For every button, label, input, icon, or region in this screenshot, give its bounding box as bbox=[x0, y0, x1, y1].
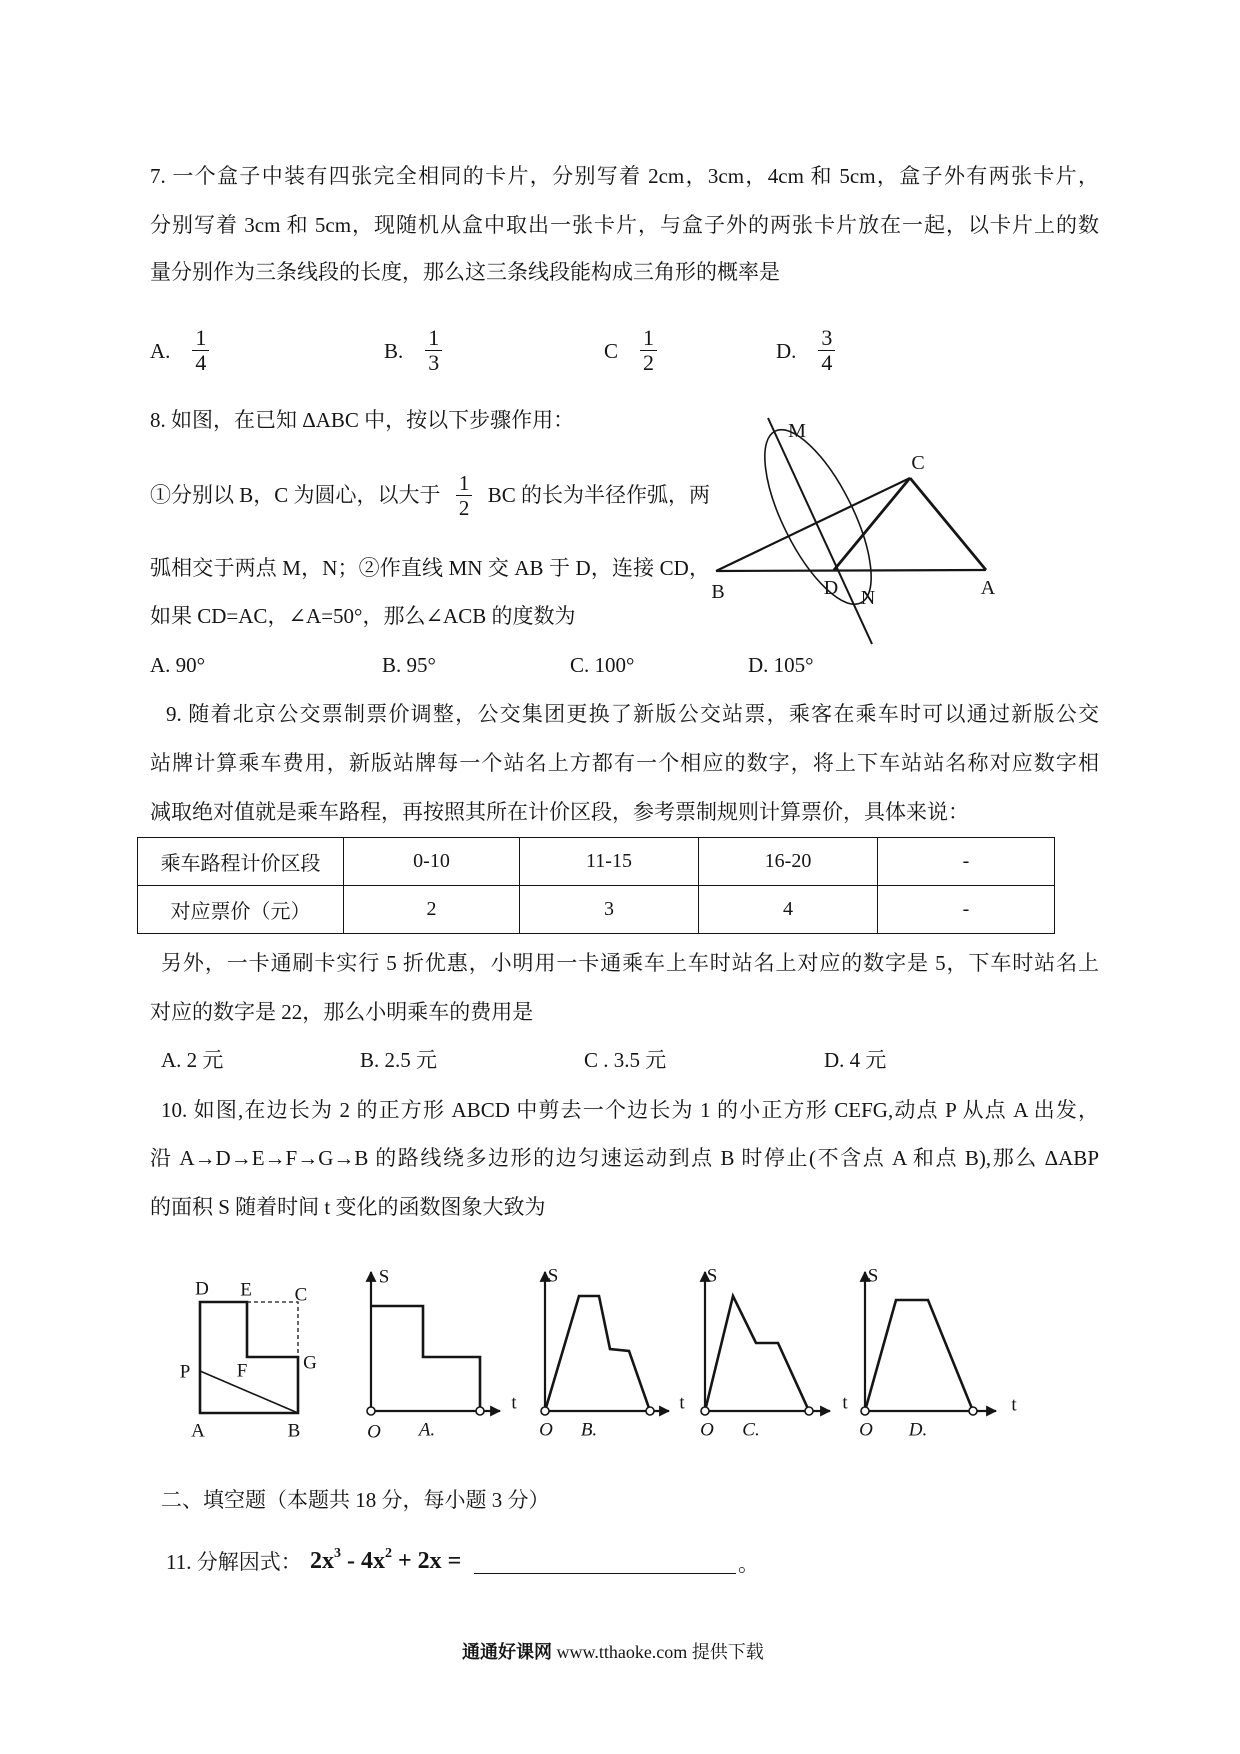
q11-label: 11. 分解因式： bbox=[166, 1550, 302, 1574]
label-n: N bbox=[860, 587, 876, 609]
s-axis-label: S bbox=[867, 1265, 879, 1287]
q8-line-1: 8. 如图，在已知 ΔABC 中，按以下步骤作用： bbox=[150, 408, 575, 432]
table-row bbox=[138, 886, 1055, 934]
q9-option-d: D. 4 元 bbox=[824, 1048, 887, 1072]
segment-bc bbox=[716, 478, 910, 571]
removed-square-dashed bbox=[247, 1302, 298, 1357]
segment-cd bbox=[834, 478, 910, 570]
open-endpoint bbox=[646, 1407, 654, 1415]
q8-option-d: D. 105° bbox=[748, 653, 814, 677]
q8-line-2-before: ①分别以 B，C 为圆心，以大于 bbox=[150, 483, 441, 507]
fare-table bbox=[137, 837, 1055, 934]
q8-line-4: 如果 CD=AC，∠A=50°，那么∠ACB 的度数为 bbox=[150, 604, 576, 628]
polygon-outline bbox=[200, 1302, 298, 1413]
s-axis-label: S bbox=[378, 1266, 390, 1288]
denominator: 4 bbox=[821, 350, 833, 375]
table-cell: 16-20 bbox=[699, 838, 878, 886]
label-g: G bbox=[303, 1352, 317, 1374]
numerator: 1 bbox=[425, 326, 442, 351]
label-d: D bbox=[823, 577, 839, 599]
answer-blank bbox=[474, 1573, 736, 1574]
q9-option-a: A. 2 元 bbox=[161, 1048, 224, 1072]
footer-note: 提供下载 bbox=[691, 1642, 764, 1662]
open-endpoint bbox=[701, 1407, 709, 1415]
q9-after-line-1: 另外，一卡通刷卡实行 5 折优惠，小明用一卡通乘车上车时站名上对应的数字是 5，下车时站名上 bbox=[161, 951, 1099, 975]
open-endpoint bbox=[476, 1407, 484, 1415]
denominator: 4 bbox=[195, 350, 207, 375]
origin-label: O bbox=[700, 1419, 714, 1441]
numerator: 1 bbox=[456, 471, 473, 496]
numerator: 3 bbox=[818, 326, 835, 351]
q8-line-3: 弧相交于两点 M，N；②作直线 MN 交 AB 于 D，连接 CD， bbox=[150, 556, 710, 580]
q8-line-2-after: BC 的长为半径作弧，两 bbox=[487, 483, 710, 507]
q9-after-line-2: 对应的数字是 22，那么小明乘车的费用是 bbox=[150, 1000, 534, 1024]
graph-d bbox=[859, 1266, 1017, 1441]
q8-option-b: B. 95° bbox=[382, 653, 436, 677]
table-cell: 3 bbox=[520, 886, 699, 934]
option-label: A. bbox=[150, 338, 171, 363]
denominator: 3 bbox=[428, 350, 440, 375]
origin-label: O bbox=[367, 1421, 381, 1443]
table-cell: - bbox=[878, 838, 1055, 886]
q10-line-2: 沿 A→D→E→F→G→B 的路线绕多边形的边匀速运动到点 B 时停止(不含点 A 和点 B),那么 ΔABP bbox=[150, 1146, 1099, 1170]
table-cell: 对应票价（元） bbox=[138, 886, 344, 934]
formula-exponent: 2 bbox=[385, 1546, 392, 1561]
q11-formula bbox=[310, 1546, 461, 1576]
q8-option-a: A. 90° bbox=[150, 653, 206, 677]
t-axis-label: t bbox=[511, 1392, 517, 1414]
line-mn bbox=[768, 418, 872, 644]
q8-option-c: C. 100° bbox=[570, 653, 635, 677]
q11-end-mark: 。 bbox=[738, 1552, 759, 1576]
q9-line-3: 减取绝对值就是乘车路程，再按照其所在计价区段，参考票制规则计算票价，具体来说： bbox=[150, 800, 969, 824]
table-cell: 4 bbox=[699, 886, 878, 934]
cut-square-figure bbox=[180, 1279, 317, 1442]
table-cell: 乘车路程计价区段 bbox=[138, 838, 344, 886]
option-label: D. bbox=[776, 338, 797, 363]
s-axis-label: S bbox=[547, 1265, 559, 1287]
q9-option-c: C . 3.5 元 bbox=[584, 1048, 667, 1072]
label-m: M bbox=[788, 420, 806, 442]
half-fraction bbox=[456, 471, 473, 520]
graph-a bbox=[367, 1267, 517, 1443]
segment-ca bbox=[910, 478, 986, 570]
q7-line-1: 7. 一个盒子中装有四张完全相同的卡片，分别写着 2cm，3cm，4cm 和 5cm，盒子外有两张卡片， bbox=[150, 164, 1099, 188]
q7-line-2: 分别写着 3cm 和 5cm，现随机从盒中取出一张卡片，与盒子外的两张卡片放在一起，以卡片上的数 bbox=[150, 213, 1099, 237]
graph-caption: D. bbox=[908, 1419, 928, 1441]
q8-triangle-figure bbox=[700, 405, 1010, 655]
label-d: D bbox=[195, 1278, 209, 1300]
label-a: A bbox=[980, 577, 996, 599]
function-curve bbox=[705, 1296, 809, 1411]
numerator: 1 bbox=[640, 326, 657, 351]
q9-line-2: 站牌计算乘车费用，新版站牌每一个站名上方都有一个相应的数字，将上下车站站名称对应数字相 bbox=[150, 751, 1099, 775]
graph-c bbox=[700, 1266, 848, 1441]
label-a: A bbox=[191, 1420, 205, 1442]
formula-term: + 2x = bbox=[392, 1548, 462, 1574]
option-label: B. bbox=[384, 338, 404, 363]
fraction bbox=[640, 326, 657, 375]
formula-term: 2x bbox=[310, 1548, 334, 1574]
label-p: P bbox=[179, 1361, 191, 1383]
q7-option-d bbox=[776, 326, 835, 375]
fraction bbox=[818, 326, 835, 375]
label-c: C bbox=[911, 452, 925, 474]
q10-figures bbox=[170, 1255, 1040, 1455]
option-label: C bbox=[604, 338, 619, 363]
q9-option-b: B. 2.5 元 bbox=[360, 1048, 438, 1072]
q8-line-2 bbox=[150, 468, 710, 522]
label-c: C bbox=[294, 1284, 308, 1306]
table-row bbox=[138, 838, 1055, 886]
label-b: B bbox=[287, 1420, 301, 1442]
open-endpoint bbox=[969, 1407, 977, 1415]
origin-label: O bbox=[859, 1419, 873, 1441]
q10-line-3: 的面积 S 随着时间 t 变化的函数图象大致为 bbox=[150, 1195, 546, 1219]
fraction bbox=[425, 326, 442, 375]
fraction bbox=[192, 326, 209, 375]
graph-caption: B. bbox=[580, 1419, 598, 1441]
open-endpoint bbox=[541, 1407, 549, 1415]
q9-line-1: 9. 随着北京公交票制票价调整，公交集团更换了新版公交站票，乘客在乘车时可以通过新版公交 bbox=[166, 702, 1099, 726]
graph-caption: C. bbox=[742, 1419, 760, 1441]
segment-ba bbox=[716, 570, 986, 571]
table-cell: 2 bbox=[344, 886, 520, 934]
t-axis-label: t bbox=[679, 1392, 685, 1414]
open-endpoint bbox=[805, 1407, 813, 1415]
open-endpoint bbox=[367, 1407, 375, 1415]
graph-b bbox=[539, 1266, 685, 1441]
numerator: 1 bbox=[192, 326, 209, 351]
denominator: 2 bbox=[458, 495, 470, 520]
table-cell: 11-15 bbox=[520, 838, 699, 886]
label-b: B bbox=[711, 581, 725, 603]
function-curve bbox=[371, 1306, 480, 1411]
formula-term: - 4x bbox=[341, 1548, 385, 1574]
label-f: F bbox=[236, 1360, 248, 1382]
table-cell: 0-10 bbox=[344, 838, 520, 886]
footer bbox=[462, 1640, 764, 1664]
function-curve bbox=[865, 1300, 973, 1411]
q10-line-1: 10. 如图,在边长为 2 的正方形 ABCD 中剪去一个边长为 1 的小正方形 CEFG,动点 P 从点 A 出发， bbox=[161, 1098, 1099, 1122]
s-axis-label: S bbox=[706, 1265, 718, 1287]
segment-pb bbox=[200, 1371, 298, 1413]
formula-exponent: 3 bbox=[334, 1546, 341, 1561]
open-endpoint bbox=[861, 1407, 869, 1415]
footer-site-name: 通通好课网 bbox=[462, 1642, 552, 1662]
t-axis-label: t bbox=[1011, 1394, 1017, 1416]
section-heading: 二、填空题（本题共 18 分，每小题 3 分） bbox=[161, 1488, 550, 1512]
origin-label: O bbox=[539, 1419, 553, 1441]
table-cell: - bbox=[878, 886, 1055, 934]
q7-option-c bbox=[604, 326, 657, 375]
footer-url: www.tthaoke.com bbox=[556, 1642, 688, 1662]
label-e: E bbox=[240, 1279, 252, 1301]
q7-line-3: 量分别作为三条线段的长度，那么这三条线段能构成三角形的概率是 bbox=[150, 260, 780, 284]
graph-caption: A. bbox=[418, 1419, 436, 1441]
t-axis-label: t bbox=[842, 1392, 848, 1414]
q7-option-a bbox=[150, 326, 209, 375]
q7-option-b bbox=[384, 326, 442, 375]
function-curve bbox=[545, 1296, 650, 1411]
denominator: 2 bbox=[643, 350, 655, 375]
